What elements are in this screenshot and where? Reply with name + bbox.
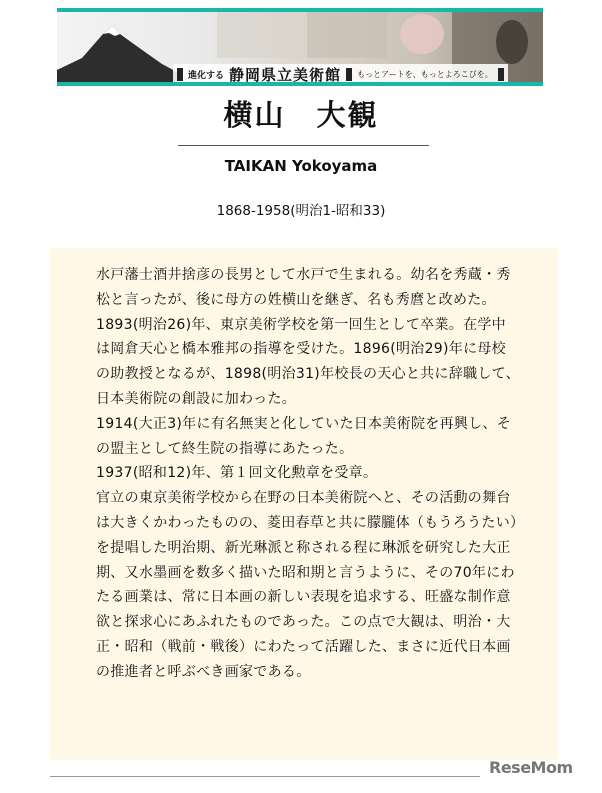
bio-paragraph: 水戸藩士酒井捨彦の長男として水戸で生まれる。幼名を秀蔵・秀松と言ったが、後に母方の姓横山を継ぎ、名も秀麿と改めた。1893(明治26)年、東京美術学校を第一回生として卒業。在学中は岡倉天心と橋本雅邦の指導を受けた。1896(明治29)年に母校の助教授となるが、1898(明治31)年校長の天心と共に辞職して、日本美術院の創設に加わった。: [96, 267, 520, 407]
banner-prefix: 進化する: [188, 70, 225, 81]
bio-paragraph: 1937(昭和12)年、第１回文化勲章を受章。: [96, 465, 378, 482]
banner-mark-icon: [346, 68, 352, 81]
banner-tagline: [173, 64, 508, 84]
title-divider: [178, 145, 429, 146]
artist-name-en: TAIKAN Yokoyama: [224, 157, 378, 175]
artist-name-ja: 横山 大観: [223, 98, 379, 132]
banner-mark-icon: [498, 68, 504, 81]
artist-dates: 1868-1958(明治1-昭和33): [216, 203, 386, 219]
bio-paragraph: 1914(大正3)年に有名無実と化していた日本美術院を再興し、その盟主として終生院の指導にあたった。: [96, 415, 512, 457]
biography-box: [50, 248, 558, 760]
banner-mark-icon: [177, 68, 183, 81]
banner-slogan: もっとアートを、もっとよろこびを。: [357, 69, 493, 79]
museum-name: 静岡県立美術館: [229, 65, 342, 84]
resemom-logo: ReseMom: [489, 758, 573, 777]
bio-paragraph: 官立の東京美術学校から在野の日本美術院へと、その活動の舞台は大きくかわったものの、菱田春草と共に朦朧体（もうろうたい）を提唱した明治期、新光琳派と称される程に琳派を研究した大正期、又水墨画を数多く描いた昭和期と言うように、その70年にわたる画業は、常に日本画の新しい表現を追求する、旺盛な制作意欲と探求心にあふれたものであった。この点で大観は、明治・大正・昭和（戦前・戦後）にわたって活躍した、まさに近代日本画の推進者と呼ぶべき画家である。: [96, 490, 518, 680]
footer-divider: [50, 776, 480, 777]
header-banner: [57, 8, 543, 86]
